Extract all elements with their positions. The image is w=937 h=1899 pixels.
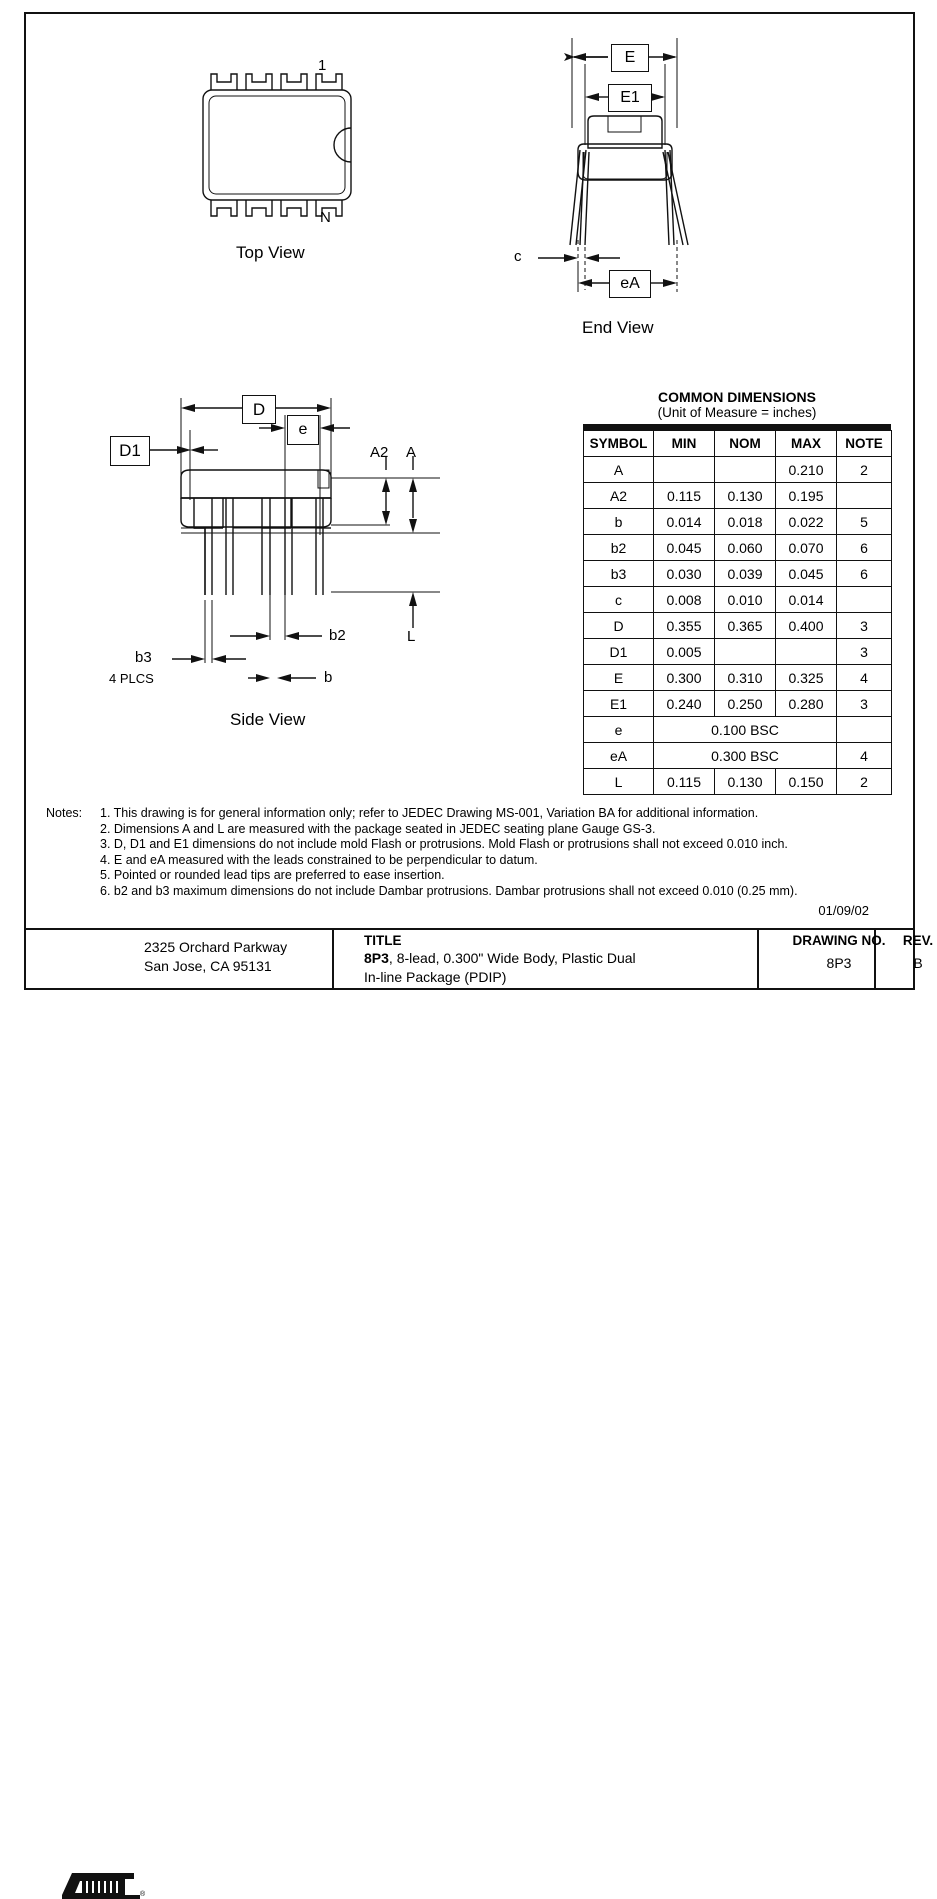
dim-label-b2: b2 [329, 627, 346, 644]
table-row [584, 561, 892, 587]
company-address [144, 938, 287, 976]
table-row [584, 665, 892, 691]
cell-max: 0.070 [776, 535, 837, 561]
cell-max: 0.325 [776, 665, 837, 691]
title-block [24, 928, 934, 1898]
cell-max [776, 639, 837, 665]
dim-label-A: A [406, 444, 417, 461]
address-line-1: 2325 Orchard Parkway [144, 939, 288, 955]
title-field-text [364, 949, 636, 987]
col-header-symbol: SYMBOL [584, 431, 654, 457]
cell-nom: 0.130 [715, 483, 776, 509]
table-row [584, 457, 892, 483]
cell-max: 0.280 [776, 691, 837, 717]
cell-nom [715, 639, 776, 665]
title-block-divider-2 [757, 928, 759, 990]
cell-note [837, 587, 892, 613]
cell-symbol: A [584, 457, 654, 483]
cell-note: 2 [837, 769, 892, 795]
title-block-divider-1 [332, 928, 334, 990]
dim-label-D1: D1 [110, 436, 150, 466]
cell-span-value: 0.300 BSC [654, 743, 837, 769]
cell-max: 0.150 [776, 769, 837, 795]
dimension-table-wrap [583, 430, 891, 795]
cell-nom: 0.010 [715, 587, 776, 613]
dimension-table-title: COMMON DIMENSIONS [658, 389, 816, 405]
dim-label-c: c [514, 248, 522, 265]
title-field-label: TITLE [364, 933, 402, 948]
cell-symbol: e [584, 717, 654, 743]
dimension-table-body [584, 457, 892, 795]
cell-max: 0.400 [776, 613, 837, 639]
atmel-logo [62, 1869, 140, 1899]
table-row [584, 639, 892, 665]
cell-min: 0.008 [654, 587, 715, 613]
notes-list [100, 806, 798, 900]
table-row [584, 509, 892, 535]
cell-nom: 0.018 [715, 509, 776, 535]
cell-max: 0.195 [776, 483, 837, 509]
side-view-plcs-note: 4 PLCS [109, 671, 154, 686]
cell-symbol: E [584, 665, 654, 691]
note-item: 2. Dimensions A and L are measured with the package seated in JEDEC seating plane Gauge GS-3. [100, 821, 656, 836]
cell-symbol: D1 [584, 639, 654, 665]
table-row [584, 535, 892, 561]
cell-note: 4 [837, 665, 892, 691]
cell-symbol: A2 [584, 483, 654, 509]
title-line-1 [364, 949, 636, 968]
table-row [584, 587, 892, 613]
cell-note: 5 [837, 509, 892, 535]
cell-symbol: c [584, 587, 654, 613]
table-row [584, 613, 892, 639]
dim-label-e: e [287, 415, 319, 445]
revision-date-value: 01/09/02 [818, 903, 869, 918]
table-row [584, 743, 892, 769]
table-row [584, 717, 892, 743]
dimension-table [583, 430, 892, 795]
cell-symbol: E1 [584, 691, 654, 717]
cell-symbol: b [584, 509, 654, 535]
title-part-rest: , 8-lead, 0.300" Wide Body, Plastic Dual [388, 950, 636, 966]
top-view-caption: Top View [236, 243, 305, 262]
col-header-min: MIN [654, 431, 715, 457]
title-part-code: 8P3 [364, 950, 389, 966]
notes-label: Notes: [46, 806, 83, 820]
title-line-2: In-line Package (PDIP) [364, 969, 507, 985]
cell-max: 0.045 [776, 561, 837, 587]
cell-min: 0.030 [654, 561, 715, 587]
dim-label-b3: b3 [135, 649, 152, 666]
cell-nom: 0.130 [715, 769, 776, 795]
col-header-note: NOTE [837, 431, 892, 457]
cell-min: 0.005 [654, 639, 715, 665]
cell-symbol: b3 [584, 561, 654, 587]
rev-label: REV. [902, 933, 934, 948]
col-header-max: MAX [776, 431, 837, 457]
cell-span-value: 0.100 BSC [654, 717, 837, 743]
cell-note: 3 [837, 639, 892, 665]
cell-nom: 0.060 [715, 535, 776, 561]
note-item: 1. This drawing is for general information only; refer to JEDEC Drawing MS-001, Variation BA for additional information. [100, 806, 759, 820]
cell-note: 2 [837, 457, 892, 483]
note-item: 3. D, D1 and E1 dimensions do not include mold Flash or protrusions. Mold Flash or protrusions shall not exceed 0.010 inch. [100, 837, 788, 852]
cell-min: 0.115 [654, 769, 715, 795]
cell-min: 0.045 [654, 535, 715, 561]
rev-value: B [913, 955, 923, 971]
dim-label-E: E [611, 44, 649, 72]
cell-note: 6 [837, 535, 892, 561]
cell-max: 0.022 [776, 509, 837, 535]
cell-symbol: D [584, 613, 654, 639]
side-view-caption: Side View [230, 710, 306, 729]
cell-note: 4 [837, 743, 892, 769]
cell-symbol: L [584, 769, 654, 795]
table-header-row [584, 431, 892, 457]
dimension-table-subtitle: (Unit of Measure = inches) [657, 405, 817, 420]
cell-min: 0.115 [654, 483, 715, 509]
cell-note: 6 [837, 561, 892, 587]
table-row [584, 691, 892, 717]
top-view-pin1-label: 1 [318, 57, 327, 74]
cell-nom: 0.310 [715, 665, 776, 691]
cell-symbol: eA [584, 743, 654, 769]
dim-label-D: D [242, 395, 276, 424]
dimension-table-heading [583, 389, 891, 421]
note-item: 5. Pointed or rounded lead tips are preferred to ease insertion. [100, 868, 445, 883]
cell-note: 3 [837, 613, 892, 639]
cell-min: 0.240 [654, 691, 715, 717]
cell-note [837, 483, 892, 509]
dim-label-L: L [407, 628, 416, 645]
col-header-nom: NOM [715, 431, 776, 457]
end-view-caption: End View [582, 318, 654, 337]
address-line-2: San Jose, CA 95131 [144, 958, 272, 974]
cell-symbol: b2 [584, 535, 654, 561]
cell-min: 0.014 [654, 509, 715, 535]
table-row [584, 769, 892, 795]
dim-label-b: b [324, 669, 333, 686]
cell-nom: 0.250 [715, 691, 776, 717]
dim-label-E1: E1 [608, 84, 652, 112]
top-view-pinN-label: N [320, 209, 331, 226]
cell-max: 0.014 [776, 587, 837, 613]
dim-label-A2: A2 [370, 444, 389, 461]
revision-date [0, 903, 891, 918]
dim-label-eA: eA [609, 270, 651, 298]
cell-min: 0.300 [654, 665, 715, 691]
cell-nom [715, 457, 776, 483]
cell-note: 3 [837, 691, 892, 717]
cell-max: 0.210 [776, 457, 837, 483]
cell-nom: 0.365 [715, 613, 776, 639]
note-item: 6. b2 and b3 maximum dimensions do not include Dambar protrusions. Dambar protrusions shall not exceed 0.010 (0.25 mm). [100, 883, 798, 898]
cell-nom: 0.039 [715, 561, 776, 587]
note-item: 4. E and eA measured with the leads constrained to be perpendicular to datum. [100, 852, 538, 867]
drawing-no-label: DRAWING NO. [792, 933, 886, 948]
cell-min [654, 457, 715, 483]
drawing-no-value: 8P3 [826, 955, 852, 971]
cell-note [837, 717, 892, 743]
cell-min: 0.355 [654, 613, 715, 639]
table-row [584, 483, 892, 509]
registered-mark: ® [140, 1891, 146, 1898]
